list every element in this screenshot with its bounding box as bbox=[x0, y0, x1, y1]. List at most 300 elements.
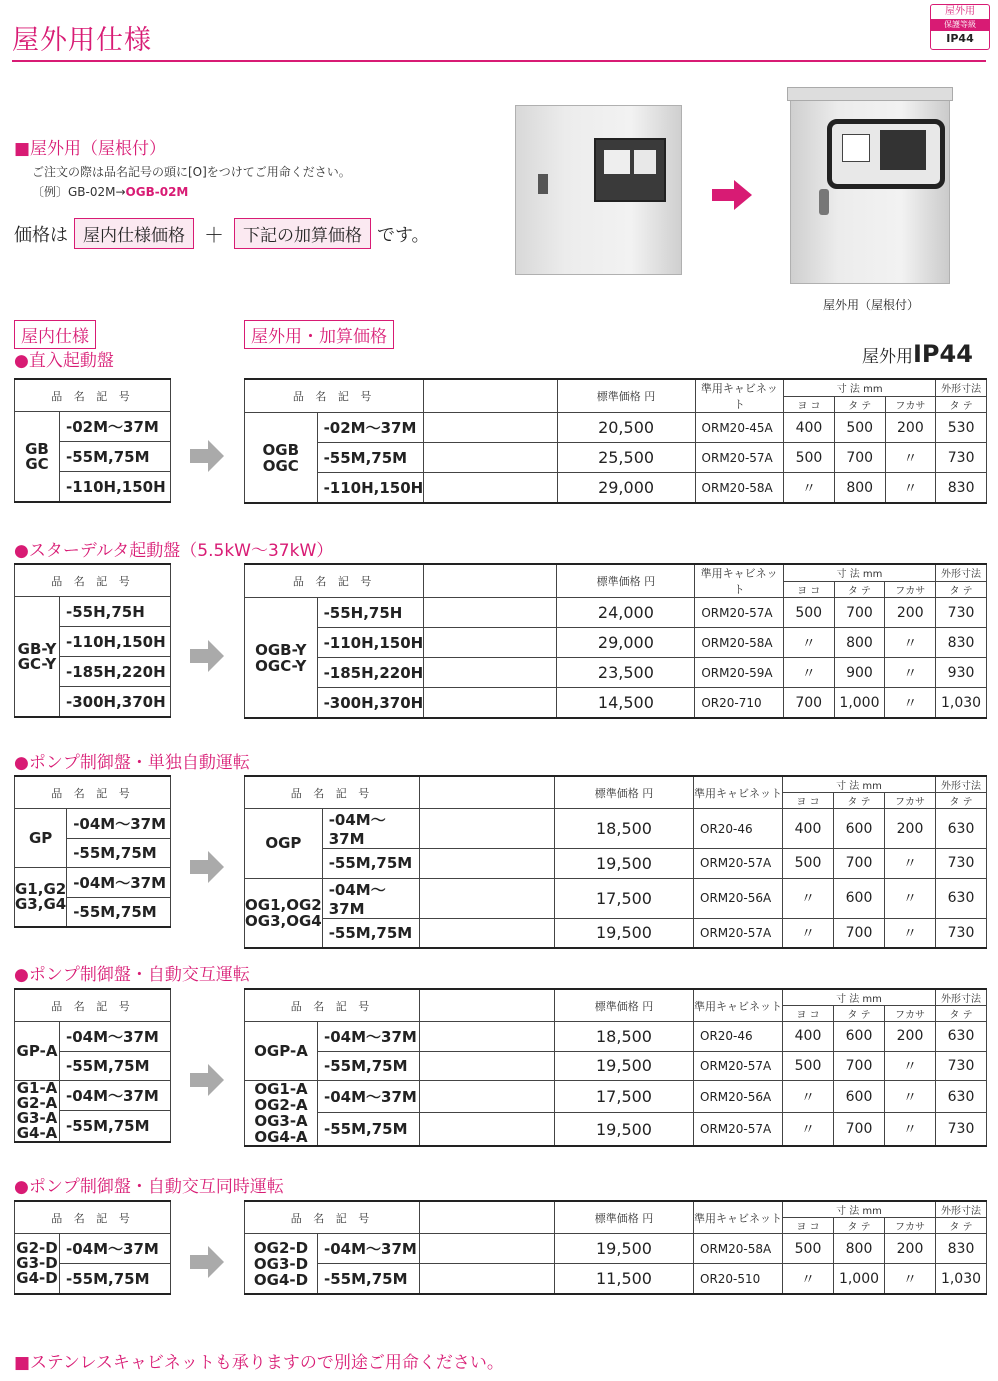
yoko-cell: 〃 bbox=[783, 1081, 834, 1113]
col-spacer bbox=[424, 379, 557, 413]
part-suffix: -55M,75M bbox=[318, 1264, 420, 1295]
meter-2 bbox=[634, 150, 656, 174]
col-part-no: 品 名 記 号 bbox=[15, 1201, 171, 1234]
col-tate: タ テ bbox=[834, 1218, 885, 1234]
col-fukasa: フカサ bbox=[885, 1006, 936, 1022]
part-suffix: -04M～37M bbox=[67, 809, 171, 839]
table-header-row bbox=[245, 564, 987, 581]
price-box-addition: 下記の加算価格 bbox=[234, 218, 371, 249]
col-tate: タ テ bbox=[834, 581, 885, 598]
gray-arrow-icon bbox=[190, 640, 224, 672]
part-suffix: -04M～37M bbox=[322, 878, 419, 918]
outdoor-addition-table bbox=[244, 1200, 987, 1295]
outer-cell: 530 bbox=[936, 413, 987, 443]
outer-cell: 930 bbox=[936, 658, 987, 688]
table-row bbox=[15, 1234, 171, 1264]
price-cell: 18,500 bbox=[555, 1022, 694, 1052]
part-base-code: G1,G2 G3,G4 bbox=[15, 868, 67, 928]
indoor-cabinet-photo bbox=[515, 105, 682, 275]
yoko-cell: 500 bbox=[784, 443, 835, 473]
cabinet-cell: ORM20-57A bbox=[695, 443, 784, 473]
table-header-row bbox=[15, 564, 171, 597]
indoor-spec-table bbox=[14, 1200, 171, 1295]
yoko-cell: 〃 bbox=[783, 1113, 834, 1146]
table-row bbox=[245, 809, 987, 849]
part-suffix: -300H,370H bbox=[317, 688, 424, 719]
page-title: 屋外用仕様 bbox=[12, 25, 152, 56]
arrow-shaft bbox=[190, 860, 208, 874]
indoor-spec-table bbox=[14, 988, 171, 1143]
part-suffix: -55M,75M bbox=[322, 918, 419, 948]
col-yoko: ヨ コ bbox=[784, 396, 835, 413]
section-title: ●ポンプ制御盤・自動交互同時運転 bbox=[14, 1177, 284, 1197]
part-suffix: -55H,75H bbox=[60, 597, 171, 627]
outer-cell: 630 bbox=[936, 878, 987, 918]
part-suffix: -04M～37M bbox=[318, 1022, 420, 1052]
tate-cell: 800 bbox=[834, 473, 885, 504]
spacer-cell bbox=[420, 878, 555, 918]
outer-cell: 630 bbox=[936, 1081, 987, 1113]
col-dims: 寸 法 mm bbox=[784, 379, 936, 396]
spacer-cell bbox=[424, 598, 557, 628]
part-base-code: OG2-D OG3-D OG4-D bbox=[245, 1234, 318, 1295]
arrow-shaft bbox=[190, 449, 208, 463]
col-yoko: ヨ コ bbox=[783, 793, 834, 809]
table-header-row bbox=[245, 379, 987, 396]
yoko-cell: 〃 bbox=[783, 1264, 834, 1295]
table-row bbox=[15, 412, 171, 442]
part-suffix: -55M,75M bbox=[60, 1111, 171, 1142]
cabinet-cell: ORM20-57A bbox=[694, 849, 783, 879]
outer-cell: 730 bbox=[936, 443, 987, 473]
fukasa-cell: 〃 bbox=[885, 1264, 936, 1295]
ip44-code: IP44 bbox=[913, 340, 973, 368]
part-suffix: -04M～37M bbox=[318, 1234, 420, 1264]
spacer-cell bbox=[420, 1234, 555, 1264]
tate-cell: 600 bbox=[834, 809, 885, 849]
table-row bbox=[245, 1081, 987, 1113]
part-suffix: -02M～37M bbox=[317, 413, 424, 443]
fukasa-cell: 〃 bbox=[885, 1051, 936, 1081]
door-handle bbox=[819, 189, 829, 215]
price-cell: 23,500 bbox=[557, 658, 695, 688]
tate-cell: 700 bbox=[834, 1051, 885, 1081]
part-suffix: -300H,370H bbox=[60, 687, 171, 718]
col-yoko: ヨ コ bbox=[783, 581, 834, 598]
outdoor-cabinet-photo bbox=[790, 92, 950, 284]
part-base-code: OGP-A bbox=[245, 1022, 318, 1081]
cabinet-cell: ORM20-57A bbox=[694, 918, 783, 948]
table-row bbox=[245, 658, 987, 688]
col-price: 標準価格 円 bbox=[557, 379, 695, 413]
col-outer-tate: タ テ bbox=[936, 1218, 987, 1234]
arrow-head bbox=[208, 851, 224, 883]
part-base-code: GB-Y GC-Y bbox=[15, 597, 60, 718]
price-cell: 29,000 bbox=[557, 473, 695, 504]
cabinet-window bbox=[827, 119, 945, 189]
meter-1 bbox=[604, 150, 630, 174]
part-base-code: G1-A G2-A G3-A G4-A bbox=[15, 1081, 60, 1143]
cabinet-cell: ORM20-57A bbox=[694, 1051, 783, 1081]
section-title: ●スターデルタ起動盤（5.5kW～37kW） bbox=[14, 541, 334, 561]
table-header-row bbox=[245, 1201, 987, 1218]
col-tate: タ テ bbox=[834, 793, 885, 809]
gray-arrow-icon bbox=[190, 1064, 224, 1096]
table-row bbox=[245, 598, 987, 628]
spacer-cell bbox=[424, 473, 557, 504]
col-fukasa: フカサ bbox=[885, 1218, 936, 1234]
table-row bbox=[245, 688, 987, 719]
yoko-cell: 400 bbox=[783, 1022, 834, 1052]
yoko-cell: 500 bbox=[783, 1051, 834, 1081]
yoko-cell: 700 bbox=[783, 688, 834, 719]
part-suffix: -55M,75M bbox=[318, 1113, 420, 1146]
yoko-cell: 〃 bbox=[783, 658, 834, 688]
price-cell: 18,500 bbox=[555, 809, 694, 849]
col-part-no: 品 名 記 号 bbox=[245, 989, 420, 1022]
cabinet-cell: ORM20-58A bbox=[694, 1234, 783, 1264]
col-dims: 寸 法 mm bbox=[783, 1201, 936, 1218]
col-outer: 外形寸法 bbox=[936, 379, 987, 396]
table-row bbox=[245, 1051, 987, 1081]
ip44-label bbox=[862, 340, 973, 368]
table-row bbox=[245, 628, 987, 658]
arrow-head bbox=[208, 640, 224, 672]
price-cell: 19,500 bbox=[555, 918, 694, 948]
part-suffix: -110H,150H bbox=[60, 627, 171, 657]
table-row bbox=[245, 1113, 987, 1146]
table-row bbox=[245, 443, 987, 473]
example-prefix: 〔例〕GB-02M→ bbox=[32, 185, 126, 199]
tate-cell: 1,000 bbox=[834, 688, 885, 719]
table-row bbox=[245, 473, 987, 504]
yoko-cell: 500 bbox=[783, 598, 834, 628]
spacer-cell bbox=[424, 688, 557, 719]
spacer-cell bbox=[420, 1113, 555, 1146]
badge-line1: 屋外用 bbox=[945, 6, 975, 17]
arrow-head bbox=[208, 1064, 224, 1096]
table-row bbox=[245, 413, 987, 443]
price-cell: 25,500 bbox=[557, 443, 695, 473]
intro-note: ご注文の際は品名記号の頭に[O]をつけてご用命ください。 bbox=[32, 165, 351, 179]
fukasa-cell: 200 bbox=[885, 809, 936, 849]
table-row bbox=[15, 1081, 171, 1111]
part-suffix: -55M,75M bbox=[60, 1264, 171, 1295]
price-cell: 17,500 bbox=[555, 878, 694, 918]
part-suffix: -185H,220H bbox=[317, 658, 424, 688]
part-base-code: OGP bbox=[245, 809, 323, 879]
outer-cell: 730 bbox=[936, 849, 987, 879]
fukasa-cell: 〃 bbox=[885, 849, 936, 879]
tate-cell: 500 bbox=[834, 413, 885, 443]
outer-cell: 730 bbox=[936, 598, 987, 628]
yoko-cell: 〃 bbox=[783, 628, 834, 658]
spacer-cell bbox=[424, 443, 557, 473]
col-dims: 寸 法 mm bbox=[783, 564, 935, 581]
cabinet-cell: ORM20-56A bbox=[694, 878, 783, 918]
tate-cell: 600 bbox=[834, 878, 885, 918]
tate-cell: 600 bbox=[834, 1022, 885, 1052]
part-suffix: -55M,75M bbox=[322, 849, 419, 879]
outdoor-addition-table bbox=[244, 988, 987, 1147]
part-base-code: GP bbox=[15, 809, 67, 868]
arrow-shaft bbox=[190, 1255, 208, 1269]
fukasa-cell: 〃 bbox=[885, 628, 936, 658]
col-outer-tate: タ テ bbox=[936, 793, 987, 809]
part-base-code: GP-A bbox=[15, 1022, 60, 1081]
price-box-indoor: 屋内仕様価格 bbox=[74, 218, 194, 249]
price-cell: 24,000 bbox=[557, 598, 695, 628]
table-header-row bbox=[245, 776, 987, 793]
spacer-cell bbox=[424, 658, 557, 688]
part-suffix: -110H,150H bbox=[317, 473, 424, 504]
arrow-shaft bbox=[190, 649, 208, 663]
outdoor-addition-table bbox=[244, 775, 987, 949]
col-price: 標準価格 円 bbox=[555, 989, 694, 1022]
col-price: 標準価格 円 bbox=[555, 1201, 694, 1234]
gray-arrow-icon bbox=[190, 1246, 224, 1278]
tate-cell: 900 bbox=[834, 658, 885, 688]
col-yoko: ヨ コ bbox=[783, 1218, 834, 1234]
door-handle bbox=[538, 174, 548, 194]
cabinet-cell: ORM20-57A bbox=[695, 598, 784, 628]
spacer-cell bbox=[420, 918, 555, 948]
part-base-code: OGB-Y OGC-Y bbox=[245, 598, 318, 719]
outer-cell: 730 bbox=[936, 1113, 987, 1146]
col-fukasa: フカサ bbox=[885, 396, 936, 413]
price-cell: 14,500 bbox=[557, 688, 695, 719]
spacer-cell bbox=[420, 1022, 555, 1052]
table-row bbox=[245, 878, 987, 918]
col-fukasa: フカサ bbox=[885, 793, 936, 809]
col-yoko: ヨ コ bbox=[783, 1006, 834, 1022]
intro-example bbox=[32, 183, 188, 200]
gray-arrow-icon bbox=[190, 440, 224, 472]
indoor-spec-table bbox=[14, 563, 171, 718]
part-base-code: G2-D G3-D G4-D bbox=[15, 1234, 60, 1295]
price-cell: 29,000 bbox=[557, 628, 695, 658]
col-price: 標準価格 円 bbox=[557, 564, 695, 598]
tate-cell: 700 bbox=[834, 443, 885, 473]
part-suffix: -55M,75M bbox=[317, 443, 424, 473]
spacer-cell bbox=[420, 1264, 555, 1295]
col-tate: タ テ bbox=[834, 1006, 885, 1022]
indoor-spec-table bbox=[14, 378, 171, 503]
part-suffix: -110H,150H bbox=[317, 628, 424, 658]
table-row bbox=[245, 1264, 987, 1295]
table-row bbox=[245, 1022, 987, 1052]
ip44-prefix: 屋外用 bbox=[862, 347, 913, 367]
yoko-cell: 500 bbox=[783, 1234, 834, 1264]
fukasa-cell: 〃 bbox=[885, 443, 936, 473]
tate-cell: 700 bbox=[834, 598, 885, 628]
table-row bbox=[15, 1022, 171, 1052]
table-row bbox=[245, 918, 987, 948]
intro-heading: ■屋外用（屋根付） bbox=[14, 139, 167, 159]
table-header-row bbox=[15, 776, 171, 809]
part-base-code: OG1-A OG2-A OG3-A OG4-A bbox=[245, 1081, 318, 1147]
cabinet-cell: ORM20-59A bbox=[695, 658, 784, 688]
tag-outdoor: 屋外用・加算価格 bbox=[244, 320, 394, 349]
window-meter-2 bbox=[880, 130, 926, 170]
fukasa-cell: 〃 bbox=[885, 1081, 936, 1113]
part-suffix: -04M～37M bbox=[322, 809, 419, 849]
cabinet-cell: ORM20-45A bbox=[695, 413, 784, 443]
fukasa-cell: 〃 bbox=[885, 918, 936, 948]
part-suffix: -55M,75M bbox=[60, 1051, 171, 1081]
col-part-no: 品 名 記 号 bbox=[15, 564, 171, 597]
cabinet-cell: OR20-46 bbox=[694, 1022, 783, 1052]
table-row bbox=[245, 849, 987, 879]
spacer-cell bbox=[420, 849, 555, 879]
fukasa-cell: 〃 bbox=[885, 688, 936, 719]
col-cabinet: 準用キャビネット bbox=[695, 379, 784, 413]
outer-cell: 830 bbox=[936, 628, 987, 658]
pink-arrow-icon bbox=[734, 180, 752, 210]
col-tate: タ テ bbox=[834, 396, 885, 413]
tate-cell: 700 bbox=[834, 849, 885, 879]
cabinet-cell: ORM20-56A bbox=[694, 1081, 783, 1113]
title-divider bbox=[12, 60, 986, 62]
cabinet-cell: ORM20-57A bbox=[694, 1113, 783, 1146]
spacer-cell bbox=[424, 628, 557, 658]
ip-badge bbox=[930, 4, 990, 50]
yoko-cell: 400 bbox=[783, 809, 834, 849]
outer-cell: 730 bbox=[936, 1051, 987, 1081]
badge-line3: IP44 bbox=[946, 32, 974, 45]
tate-cell: 700 bbox=[834, 1113, 885, 1146]
table-row bbox=[15, 597, 171, 627]
tag-indoor: 屋内仕様 bbox=[14, 320, 96, 349]
badge-line2: 保護等級 bbox=[931, 19, 989, 31]
part-suffix: -02M～37M bbox=[60, 412, 171, 442]
col-cabinet: 準用キャビネット bbox=[694, 1201, 783, 1234]
part-suffix: -04M～37M bbox=[318, 1081, 420, 1113]
table-header-row bbox=[15, 379, 171, 412]
col-spacer bbox=[420, 1201, 555, 1234]
part-base-code: GB GC bbox=[15, 412, 60, 503]
col-spacer bbox=[424, 564, 557, 598]
table-header-row bbox=[245, 989, 987, 1006]
cabinet-cell: OR20-710 bbox=[695, 688, 784, 719]
tate-cell: 1,000 bbox=[834, 1264, 885, 1295]
fukasa-cell: 200 bbox=[885, 1022, 936, 1052]
col-outer-tate: タ テ bbox=[936, 1006, 987, 1022]
outer-cell: 1,030 bbox=[936, 688, 987, 719]
price-cell: 19,500 bbox=[555, 1234, 694, 1264]
indoor-spec-table bbox=[14, 775, 171, 928]
price-formula bbox=[14, 218, 430, 249]
fukasa-cell: 〃 bbox=[885, 473, 936, 504]
price-cell: 19,500 bbox=[555, 1051, 694, 1081]
outer-cell: 1,030 bbox=[936, 1264, 987, 1295]
cabinet-cell: ORM20-58A bbox=[695, 473, 784, 504]
cabinet-cell: OR20-46 bbox=[694, 809, 783, 849]
footer-note: ■ステンレスキャビネットも承りますので別途ご用命ください。 bbox=[14, 1353, 504, 1373]
price-prefix: 価格は bbox=[14, 224, 68, 246]
window-meter-1 bbox=[842, 134, 870, 162]
price-cell: 20,500 bbox=[557, 413, 695, 443]
cabinet-roof bbox=[787, 87, 953, 101]
spacer-cell bbox=[420, 809, 555, 849]
yoko-cell: 〃 bbox=[783, 918, 834, 948]
col-cabinet: 準用キャビネット bbox=[695, 564, 784, 598]
part-suffix: -55M,75M bbox=[60, 442, 171, 472]
spacer-cell bbox=[420, 1051, 555, 1081]
outer-cell: 630 bbox=[936, 1022, 987, 1052]
photo-caption: 屋外用（屋根付） bbox=[823, 298, 920, 312]
fukasa-cell: 〃 bbox=[885, 658, 936, 688]
col-fukasa: フカサ bbox=[885, 581, 936, 598]
table-row bbox=[15, 868, 171, 898]
arrow-head bbox=[208, 440, 224, 472]
pink-arrow-shaft bbox=[712, 189, 734, 201]
col-outer: 外形寸法 bbox=[936, 1201, 987, 1218]
tate-cell: 700 bbox=[834, 918, 885, 948]
section-title: ●ポンプ制御盤・単独自動運転 bbox=[14, 753, 250, 773]
price-cell: 11,500 bbox=[555, 1264, 694, 1295]
price-cell: 17,500 bbox=[555, 1081, 694, 1113]
part-suffix: -55M,75M bbox=[318, 1051, 420, 1081]
yoko-cell: 〃 bbox=[784, 473, 835, 504]
part-base-code: OGB OGC bbox=[245, 413, 318, 504]
price-cell: 19,500 bbox=[555, 1113, 694, 1146]
col-part-no: 品 名 記 号 bbox=[245, 1201, 420, 1234]
col-dims: 寸 法 mm bbox=[783, 776, 936, 793]
price-cell: 19,500 bbox=[555, 849, 694, 879]
col-outer: 外形寸法 bbox=[936, 776, 987, 793]
part-suffix: -185H,220H bbox=[60, 657, 171, 687]
arrow-head bbox=[208, 1246, 224, 1278]
fukasa-cell: 〃 bbox=[885, 878, 936, 918]
outdoor-addition-table bbox=[244, 378, 987, 504]
section-title: ●直入起動盤 bbox=[14, 351, 114, 371]
col-outer-tate: タ テ bbox=[936, 396, 987, 413]
part-suffix: -55M,75M bbox=[67, 838, 171, 868]
table-row bbox=[15, 809, 171, 839]
col-outer: 外形寸法 bbox=[936, 564, 987, 581]
table-header-row bbox=[15, 989, 171, 1022]
part-suffix: -04M～37M bbox=[67, 868, 171, 898]
fukasa-cell: 200 bbox=[885, 598, 936, 628]
fukasa-cell: 〃 bbox=[885, 1113, 936, 1146]
part-suffix: -55H,75H bbox=[317, 598, 424, 628]
table-header-row bbox=[15, 1201, 171, 1234]
gray-arrow-icon bbox=[190, 851, 224, 883]
outer-cell: 630 bbox=[936, 809, 987, 849]
cabinet-cell: OR20-510 bbox=[694, 1264, 783, 1295]
outer-cell: 730 bbox=[936, 918, 987, 948]
cabinet-cell: ORM20-58A bbox=[695, 628, 784, 658]
spacer-cell bbox=[420, 1081, 555, 1113]
spacer-cell bbox=[424, 413, 557, 443]
col-dims: 寸 法 mm bbox=[783, 989, 936, 1006]
table-row bbox=[245, 1234, 987, 1264]
tate-cell: 800 bbox=[834, 1234, 885, 1264]
yoko-cell: 500 bbox=[783, 849, 834, 879]
fukasa-cell: 200 bbox=[885, 1234, 936, 1264]
section-title: ●ポンプ制御盤・自動交互運転 bbox=[14, 965, 250, 985]
part-suffix: -110H,150H bbox=[60, 472, 171, 503]
col-part-no: 品 名 記 号 bbox=[245, 776, 420, 809]
example-result: OGB-02M bbox=[125, 185, 189, 199]
tate-cell: 800 bbox=[834, 628, 885, 658]
col-outer: 外形寸法 bbox=[936, 989, 987, 1006]
outer-cell: 830 bbox=[936, 473, 987, 504]
part-suffix: -04M～37M bbox=[60, 1234, 171, 1264]
tate-cell: 600 bbox=[834, 1081, 885, 1113]
col-spacer bbox=[420, 989, 555, 1022]
